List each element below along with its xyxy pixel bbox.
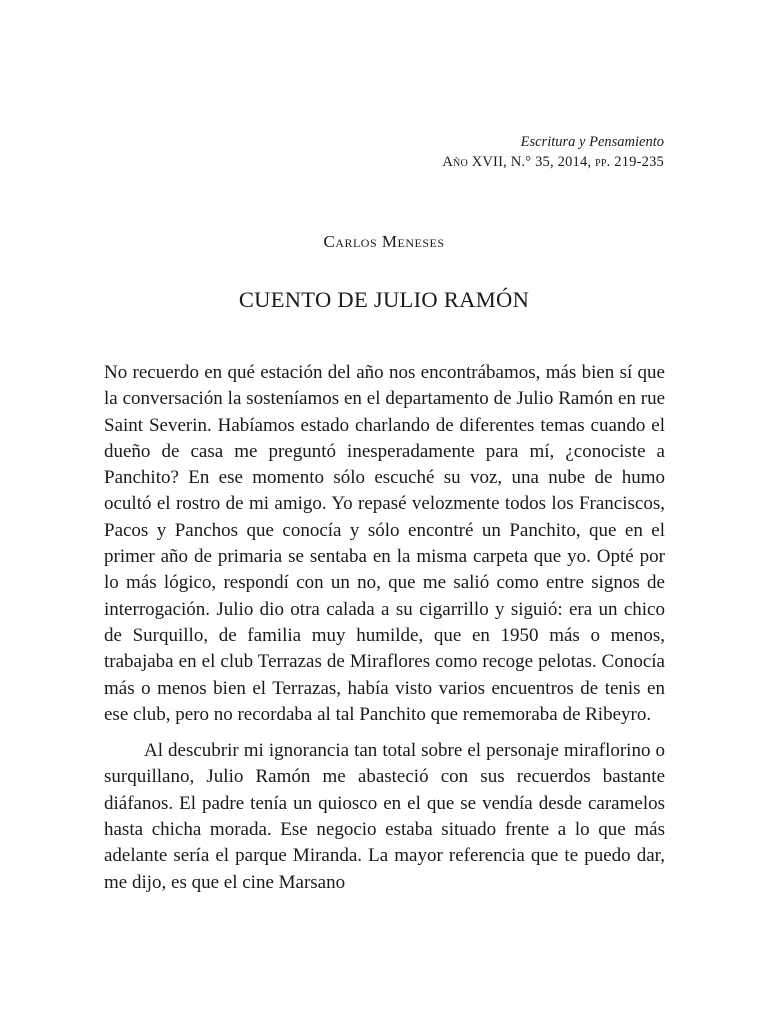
article-author: Carlos Meneses (323, 232, 445, 251)
running-head (442, 132, 664, 172)
article-body (104, 360, 665, 906)
issue-info: Año XVII, N.° 35, 2014, pp. 219-235 (442, 154, 664, 170)
body-paragraph: No recuerdo en qué estación del año nos encontrábamos, más bien sí que la conversación la sosteníamos en el departamento de Julio Ramón en rue Saint Severin. Habíamos estado charlando de diferentes temas cuando el dueño de casa me preguntó inesperadamente para mí, ¿conociste a Panchito? En ese momento sólo escuché su voz, una nube de humo ocultó el rostro de mi amigo. Yo repasé velozmente todos los Franciscos, Pacos y Panchos que conocía y sólo encontré un Panchito, que en el primer año de primaria se sentaba en la misma carpeta que yo. Opté por lo más lógico, respondí con un no, que me salió como entre signos de interrogación. Julio dio otra calada a su cigarrillo y siguió: era un chico de Surquillo, de familia muy humilde, que en 1950 más o menos, trabajaba en el club Terrazas de Miraflores como recoge pelotas. Conocía más o menos bien el Terrazas, había visto varios encuentros de tenis en ese club, pero no recordaba al tal Panchito que rememoraba de Ribeyro. (104, 362, 665, 725)
body-paragraph: Al descubrir mi ignorancia tan total sobre el personaje miraflorino o surquillano, Julio Ramón me abasteció con sus recuerdos bastante diáfanos. El padre tenía un quiosco en el que se vendía desde caramelos hasta chicha morada. Ese negocio estaba situado frente a lo que más adelante sería el parque Miranda. La mayor referencia que te puedo dar, me dijo, es que el cine Marsano (104, 740, 665, 893)
article-title: CUENTO DE JULIO RAMÓN (238, 287, 530, 312)
journal-name: Escritura y Pensamiento (520, 134, 664, 150)
